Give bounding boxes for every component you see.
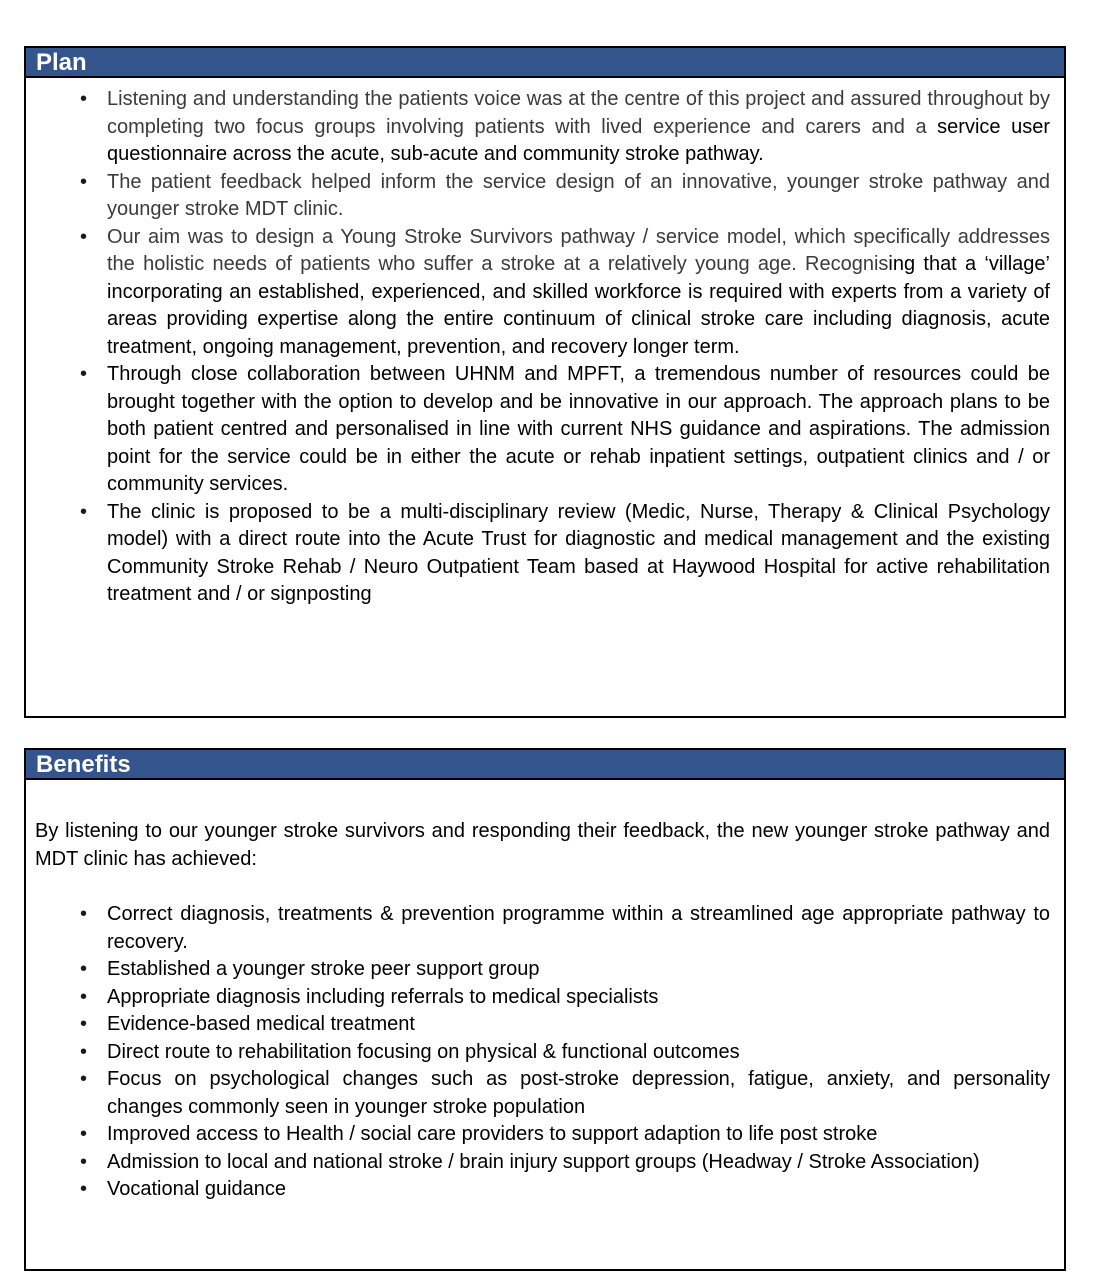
benefits-section-title: Benefits: [36, 751, 131, 778]
list-item: [107, 1039, 1050, 1067]
text-run: Correct diagnosis, treatments & prevention programme within a streamlined age appropriate pathway to recovery.: [107, 903, 1050, 953]
list-item: [107, 1149, 1050, 1177]
text-run: The clinic is proposed to be a multi-disciplinary review (Medic, Nurse, Therapy & Clinical Psychology model) with a direct route into the Acute Trust for diagnostic and medical management and the existing Community Stroke Rehab / Neuro Outpatient Team based at Haywood Hospital for active rehabilitation treatment and / or signposting: [107, 500, 1050, 605]
benefits-section-body: [26, 780, 1064, 1230]
text-run: Direct route to rehabilitation focusing on physical & functional outcomes: [107, 1040, 740, 1063]
list-item: [107, 1066, 1050, 1121]
plan-section-header: [26, 48, 1064, 78]
text-run: The patient feedback helped inform the service design of an innovative, younger stroke pathway and younger stroke MDT clinic.: [107, 170, 1050, 220]
text-run: ing that a ‘village’ incorporating an established, experienced, and skilled workforce is required with experts from a variety of areas providing expertise along the entire continuum of clinical stroke care including diagnosis, acute treatment, ongoing management, prevention, and recovery longer term.: [107, 253, 1050, 358]
list-item: [107, 499, 1050, 609]
list-item: [107, 86, 1050, 169]
list-item: [107, 361, 1050, 499]
benefits-section-header: [26, 750, 1064, 780]
text-run: Appropriate diagnosis including referrals to medical specialists: [107, 985, 659, 1008]
list-item: [107, 901, 1050, 956]
plan-bullet-list: [26, 86, 1064, 609]
text-run: service user questionnaire across the acute, sub-acute and community stroke pathway.: [107, 115, 1051, 165]
list-item: [107, 224, 1050, 362]
text-run: Through close collaboration between UHNM and MPFT, a tremendous number of resources could be brought together with the option to develop and be innovative in our approach. The approach plans to be both patient centred and personalised in line with current NHS guidance and aspirations. The admission point for the service could be in either the acute or rehab inpatient settings, outpatient clinics and / or community services.: [107, 363, 1050, 495]
text-run: Evidence-based medical treatment: [107, 1013, 415, 1035]
list-item: [107, 1011, 1050, 1039]
list-item: [107, 984, 1050, 1012]
plan-section-title: Plan: [36, 49, 87, 76]
text-run: Our aim was to design a Young Stroke Survivors pathway / service model, which specifically addresses the holistic needs of patients who suffer a stroke at a relatively young age. Recognis: [107, 225, 1050, 275]
list-item: [107, 1121, 1050, 1149]
text-run: Focus on psychological changes such as post-stroke depression, fatigue, anxiety, and personality changes commonly seen in younger stroke population: [107, 1068, 1050, 1118]
benefits-section: [24, 748, 1066, 1271]
list-item: [107, 956, 1050, 984]
plan-section-body: [26, 78, 1064, 635]
text-run: Vocational guidance: [107, 1178, 287, 1200]
list-item: [107, 1176, 1050, 1204]
text-run: Established a younger stroke peer support group: [107, 958, 540, 980]
benefits-intro-paragraph: By listening to our younger stroke survivors and responding their feedback, the new younger stroke pathway and MDT clinic has achieved:: [35, 820, 1050, 870]
text-run: Improved access to Health / social care providers to support adaption to life post stroke: [107, 1123, 878, 1145]
list-item: [107, 169, 1050, 224]
plan-section: [24, 46, 1066, 718]
text-run: Admission to local and national stroke / brain injury support groups (Headway / Stroke Association): [107, 1150, 980, 1173]
text-run: Listening and understanding the patients voice was at the centre of this project and assured throughout by completing two focus groups involving patients with lived experience and carers and a: [107, 88, 1050, 138]
benefits-bullet-list: [26, 901, 1064, 1204]
